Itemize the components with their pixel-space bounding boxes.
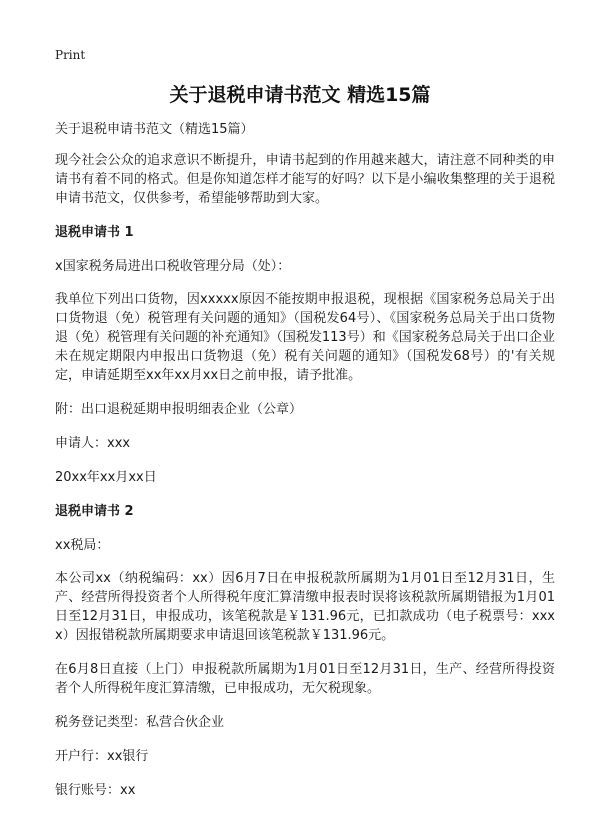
page-title: 关于退税申请书范文 精选15篇 bbox=[169, 84, 431, 106]
attachment-line: 附：出口退税延期申报明细表企业（公章） bbox=[55, 402, 303, 417]
addressee-1: x国家税务局进出口税收管理分局（处）： bbox=[55, 259, 291, 274]
section-heading-1: 退税申请书 1 bbox=[55, 225, 134, 240]
addressee-2: xx税局： bbox=[55, 538, 110, 553]
section-2-body-1: 本公司xx（纳税编码：xx）因6月7日在申报税款所属期为1月01日至12月31日，生产、经营所得投资者个人所得税年度汇算清缴申报表时误将该税款所属期错报为1月01日至12月31日，申报成功，该笔税款是￥131.96元，已扣款成功（电子税票号：xxxx）因报错税款所属期要求申请退回该笔税款￥131.96元。 bbox=[55, 571, 555, 643]
document-subtitle: 关于退税申请书范文（精选15篇） bbox=[55, 122, 254, 137]
account-line: 银行账号：xx bbox=[55, 783, 136, 798]
intro-paragraph: 现今社会公众的追求意识不断提升，申请书起到的作用越来越大，请注意不同种类的申请书有着不同的格式。但是你知道怎样才能写的好吗？以下是小编收集整理的关于退税申请书范文，仅供参考，希望能够帮助到大家。 bbox=[55, 153, 555, 206]
print-link[interactable]: Print bbox=[55, 48, 86, 62]
bank-line: 开户行：xx银行 bbox=[55, 749, 149, 764]
registration-type-line: 税务登记类型：私营合伙企业 bbox=[55, 715, 225, 730]
date-line: 20xx年xx月xx日 bbox=[55, 470, 157, 485]
section-1-body: 我单位下列出口货物，因xxxxx原因不能按期申报退税，现根据《国家税务总局关于出口货物退（免）税管理有关问题的通知》（国税发64号）、《国家税务总局关于出口货物退（免）税管理有关问题的补充通知》（国税发113号）和《国家税务总局关于出口企业未在规定期限内申报出口货物退（免）税有关问题的通知》（国税发68号）的'有关规定，申请延期至xx年xx月xx日之前申报，请予批准。 bbox=[55, 292, 555, 383]
section-heading-2: 退税申请书 2 bbox=[55, 504, 134, 519]
section-2-body-2: 在6月8日直接（上门）申报税款所属期为1月01日至12月31日，生产、经营所得投资者个人所得税年度汇算清缴，已申报成功，无欠税现象。 bbox=[55, 662, 555, 696]
document-content bbox=[55, 120, 555, 815]
applicant-line: 申请人：xxx bbox=[55, 436, 131, 451]
